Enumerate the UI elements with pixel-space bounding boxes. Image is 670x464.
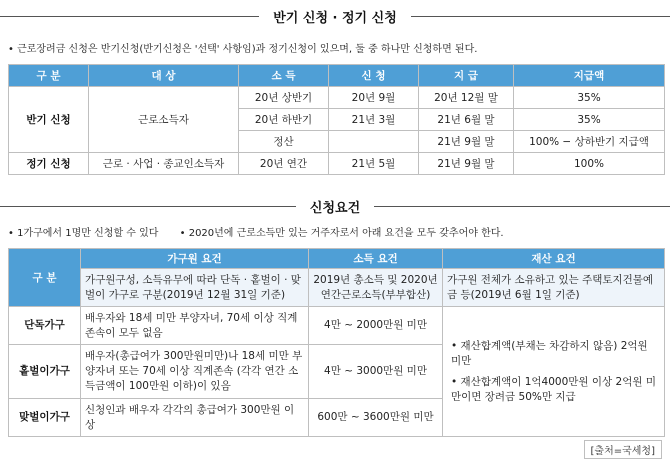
- table-header-row: [9, 249, 665, 269]
- table-row: [9, 269, 665, 307]
- header-income: 소 득: [239, 65, 329, 87]
- header-family: 가구원 요건: [81, 249, 309, 269]
- cell-income: 20년 연간: [239, 153, 329, 175]
- cell-amount: 35%: [514, 109, 665, 131]
- cell-amount: 100% − 상하반기 지급액: [514, 131, 665, 153]
- table-row: [9, 87, 665, 109]
- asset-item: • 재산합계액이 1억4000만원 이상 2억원 미만이면 장려금 50%만 지급: [451, 375, 656, 403]
- cell-apply: 21년 5월: [329, 153, 419, 175]
- cell-family: 배우자와 18세 미만 부양자녀, 70세 이상 직계존속이 모두 없음: [81, 307, 309, 345]
- cell-amount: 35%: [514, 87, 665, 109]
- application-schedule-table: [8, 64, 665, 175]
- cell-income: 정산: [239, 131, 329, 153]
- asset-item: • 재산합계액(부채는 차감하지 않음) 2억원 미만: [451, 339, 648, 367]
- cell-pay: 21년 9월 말: [419, 153, 514, 175]
- section2-note2: • 2020년에 근로소득만 있는 거주자로서 아래 요건을 모두 갖추어야 한다.: [179, 228, 504, 239]
- requirements-table: [8, 248, 665, 437]
- cell-pay: 20년 12월 말: [419, 87, 514, 109]
- header-gubun: 구 분: [9, 65, 89, 87]
- header-income-req: 소득 요건: [309, 249, 443, 269]
- cell-income: 600만 ~ 3600만원 미만: [309, 399, 443, 437]
- cell-income-desc: 2019년 총소득 및 2020년 연간근로소득(부부합산): [309, 269, 443, 307]
- header-apply: 신 청: [329, 65, 419, 87]
- table-header-row: [9, 65, 665, 87]
- cell-apply: [329, 131, 419, 153]
- cell-amount: 100%: [514, 153, 665, 175]
- cell-family-desc: 가구원구성, 소득유무에 따라 단독 · 홑벌이 · 맞벌이 가구로 구분(2019년 12월 31일 기준): [81, 269, 309, 307]
- divider: [374, 206, 670, 207]
- cell-asset-requirement: [443, 307, 665, 437]
- cell-family: 배우자(총급여가 300만원미만)나 18세 미만 부양자녀 또는 70세 이상 직계존속 (각각 연간 소득금액이 100만원 이하)이 있음: [81, 345, 309, 399]
- section-title-requirements: [0, 196, 670, 216]
- section1-title: 반기 신청 · 정기 신청: [273, 10, 397, 26]
- cell-pay: 21년 9월 말: [419, 131, 514, 153]
- table-row: [9, 307, 665, 345]
- section2-note1: • 1가구에서 1명만 신청할 수 있다: [8, 228, 159, 239]
- cell-income: 4만 ~ 3000만원 미만: [309, 345, 443, 399]
- cell-income: 20년 상반기: [239, 87, 329, 109]
- section-title-banki: [0, 6, 670, 26]
- cell-apply: 21년 3월: [329, 109, 419, 131]
- header-amount: 지급액: [514, 65, 665, 87]
- section1-note: • 근로장려금 신청은 반기신청(반기신청은 '선택' 사항임)과 정기신청이 있으며, 둘 중 하나만 신청하면 된다.: [8, 44, 478, 55]
- header-pay: 지 급: [419, 65, 514, 87]
- table-row: [9, 153, 665, 175]
- cell-income: 4만 ~ 2000만원 미만: [309, 307, 443, 345]
- row-label-jeonggi: 정기 신청: [9, 153, 89, 175]
- divider: [411, 16, 670, 17]
- cell-income: 20년 하반기: [239, 109, 329, 131]
- row-label-single-earner: 홑벌이가구: [9, 345, 81, 399]
- cell-family: 신청인과 배우자 각각의 총급여가 300만원 이상: [81, 399, 309, 437]
- cell-target: 근로 · 사업 · 종교인소득자: [89, 153, 239, 175]
- section2-title: 신청요건: [309, 200, 361, 216]
- row-label-dual-earner: 맞벌이가구: [9, 399, 81, 437]
- cell-asset-desc: 가구원 전체가 소유하고 있는 주택토지건물예금 등(2019년 6월 1일 기준): [443, 269, 665, 307]
- row-label-single: 단독가구: [9, 307, 81, 345]
- section2-notes: [8, 224, 522, 239]
- cell-target: 근로소득자: [89, 87, 239, 153]
- header-asset: 재산 요건: [443, 249, 665, 269]
- header-gubun: 구 분: [9, 249, 81, 307]
- cell-pay: 21년 6월 말: [419, 109, 514, 131]
- source-label: [출처=국세청]: [584, 440, 662, 459]
- cell-apply: 20년 9월: [329, 87, 419, 109]
- row-label-banki: 반기 신청: [9, 87, 89, 153]
- header-target: 대 상: [89, 65, 239, 87]
- divider: [0, 206, 296, 207]
- divider: [0, 16, 259, 17]
